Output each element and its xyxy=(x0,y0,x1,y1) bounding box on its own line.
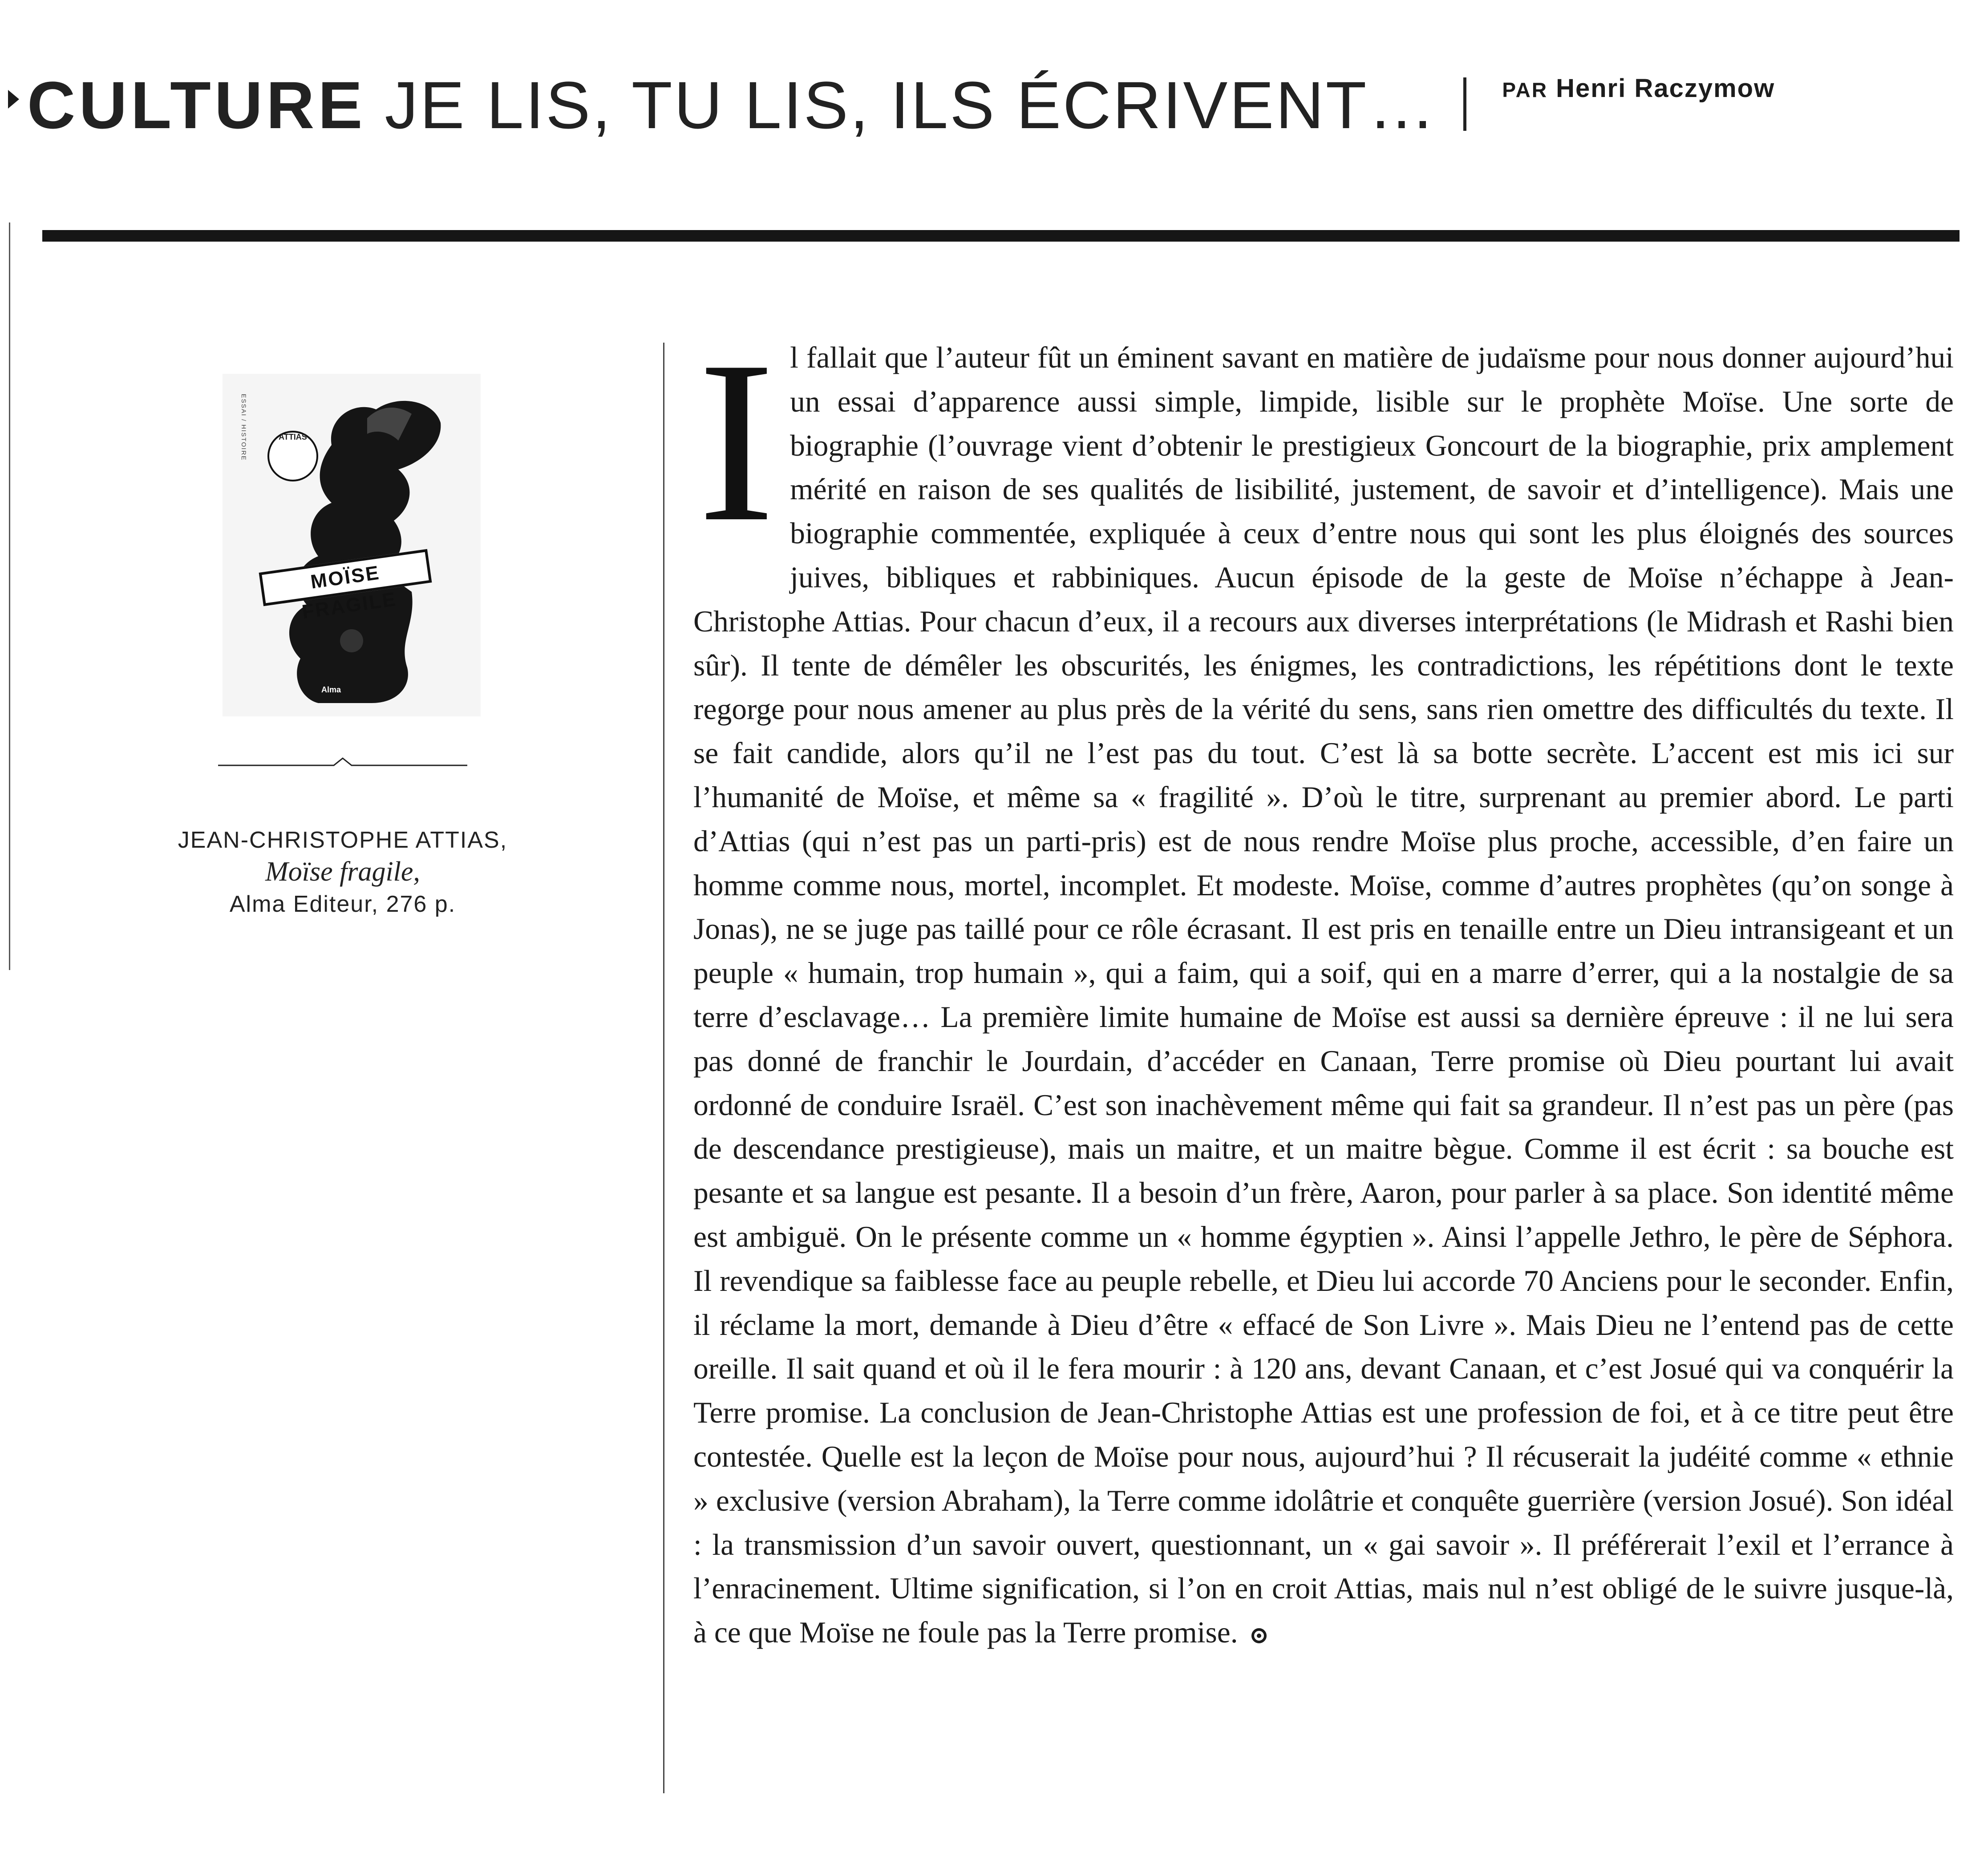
book-caption xyxy=(102,825,583,920)
article-text xyxy=(693,314,1954,1655)
byline-author: Henri Raczymow xyxy=(1556,74,1775,103)
book-cover xyxy=(223,374,481,716)
article-body xyxy=(693,314,1954,1655)
cover-author: ATTIAS xyxy=(279,433,307,441)
column-title: JE LIS, TU LIS, ILS ÉCRIVENT… xyxy=(385,68,1437,142)
caption-publisher: Alma Editeur, 276 p. xyxy=(229,891,456,917)
section-arrow-icon xyxy=(8,90,19,109)
caption-divider xyxy=(218,752,467,770)
end-of-article-icon xyxy=(1251,1628,1267,1643)
drop-cap: I xyxy=(698,314,775,570)
cover-publisher: Alma xyxy=(321,685,341,694)
left-margin-rule xyxy=(9,222,10,970)
article-paragraph: l fallait que l’auteur fût un éminent savant en matière de judaïsme pour nous donner aujourd’hui un essai d’apparence aussi simple, limpide, lisible sur le prophète Moïse. Une sorte de biographie (l’ouvrage vient d’obtenir le prestigieux Goncourt de la biographie, prix amplement mérité en raison de ses qualités de lisibilité, justement, de savoir et d’intelligence). Mais une biographie commentée, expliquée à ceux d’entre nous qui sont les plus éloignés des sources juives, bibliques et rabbiniques. Aucun épisode de la geste de Moïse n’échappe à Jean-Christophe Attias. Pour chacun d’eux, il a recours aux diverses interprétations (le Midrash et Rashi bien sûr). Il tente de démêler les obscurités, les énigmes, les contradictions, les répétitions dont le texte regorge pour nous amener au plus près de la vérité du sens, sans rien omettre des difficultés du texte. Il se fait candide, alors qu’il ne l’est pas du tout. C’est là sa botte secrète. L’accent est mis ici sur l’humanité de Moïse, et même sa « fragilité ». D’où le titre, surprenant au premier abord. Le parti d’Attias (qui n’est pas un parti-pris) est de nous rendre Moïse plus proche, accessible, d’en faire un homme comme nous, mortel, incomplet. Et modeste. Moïse, comme d’autres prophètes (qu’on songe à Jonas), ne se juge pas taillé pour ce rôle écrasant. Il est pris en tenaille entre un Dieu intransigeant et un peuple « humain, trop humain », qui a faim, qui a soif, qui en a marre d’errer, qui a la nostalgie de sa terre d’esclavage… La première limite humaine de Moïse est aussi sa dernière épreuve : il ne lui sera pas donné de franchir le Jourdain, d’accéder en Canaan, Terre promise où Dieu pourtant lui avait ordonné de conduire Israël. C’est son inachèvement même qui fait sa grandeur. Il n’est pas un père (pas de descendance prestigieuse), mais un maitre, et un maitre bègue. Comme il est écrit : sa bouche est pesante et sa langue est pesante. Il a besoin d’un frère, Aaron, pour parler à sa place. Son identité même est ambiguë. On le présente comme un « homme égyptien ». Ainsi l’appelle Jethro, le père de Séphora. Il revendique sa faiblesse face au peuple rebelle, et Dieu lui accorde 70 Anciens pour le seconder. Enfin, il réclame la mort, demande à Dieu d’être « effacé de Son Livre ». Mais Dieu ne l’entend pas de cette oreille. Il sait quand et où il le fera mourir : à 120 ans, devant Canaan, et c’est Josué qui va conquérir la Terre promise. La conclusion de Jean-Christophe Attias est une profession de foi, et à ce titre peut être contestée. Quelle est la leçon de Moïse pour nous, aujourd’hui ? Il récuserait la judéité comme « ethnie » exclusive (version Abraham), la Terre comme idolâtrie et conquête guerrière (version Josué). Son idéal : la transmission d’un savoir ouvert, questionnant, un « gai savoir ». Il préférerait l’exil et l’errance à l’enracinement. Ultime signification, si l’on en croit Attias, mais nul n’est obligé de le suivre jusque-là, à ce que Moïse ne foule pas la Terre promise. xyxy=(693,341,1954,1650)
byline-prefix: PAR xyxy=(1502,78,1548,101)
column-rule xyxy=(663,343,664,1793)
section-label: CULTURE xyxy=(27,68,366,142)
cover-title: MOÏSE FRAGILE xyxy=(259,549,432,606)
header-rule xyxy=(42,230,1960,242)
caption-title: Moïse fragile, xyxy=(265,857,420,887)
cover-imprint: ESSAI / HISTOIRE xyxy=(240,394,247,461)
header-separator xyxy=(1463,77,1466,131)
page-header xyxy=(8,67,1775,142)
caption-author: JEAN-CHRISTOPHE ATTIAS, xyxy=(178,827,508,853)
